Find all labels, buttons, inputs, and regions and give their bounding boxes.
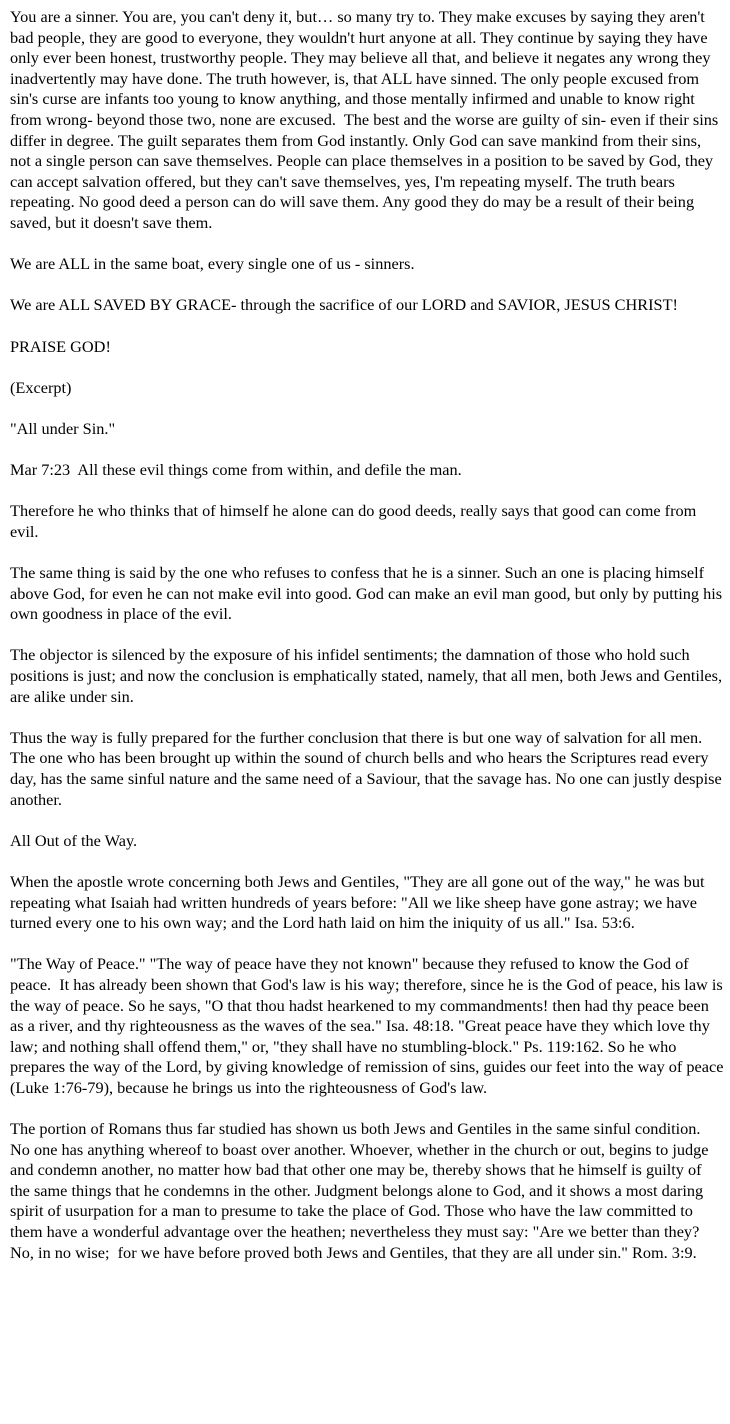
paragraph-one-way-of-salvation: Thus the way is fully prepared for the further conclusion that there is but one way of salvation for all men. The one who has been brought up within the sound of church bells and who hears the Scriptures read every day, has the same sinful nature and the same need of a Saviour, that the savage has. No one can justly despise another. xyxy=(10,727,726,809)
paragraph-intro-sinner: You are a sinner. You are, you can't deny it, but… so many try to. They make excuses by saying they aren't bad people, they are good to everyone, they wouldn't hurt anyone at all. They continue by saying they have only ever been honest, trustworthy people. They may believe all that, and believe it negates any wrong they inadvertently may have done. The truth however, is, that ALL have sinned. The only people excused from sin's curse are infants too young to know anything, and those mentally infirmed and unable to know right from wrong- beyond those two, none are excused. The best and the worse are guilty of sin- even if their sins differ in degree. The guilt separates them from God instantly. Only God can save mankind from their sins, not a single person can save themselves. People can place themselves in a position to be saved by God, they can accept salvation offered, but they can't save themselves, yes, I'm repeating myself. The truth bears repeating. No good deed a person can do will save them. Any good they do may be a result of their being saved, but it doesn't save them. xyxy=(10,7,723,232)
paragraph-objector-silenced: The objector is silenced by the exposure of his infidel sentiments; the damnation of those who hold such positions is just; and now the conclusion is emphatically stated, namely, that all men, both Jews and Gentiles, are alike under sin. xyxy=(10,645,727,706)
paragraph-good-from-evil: Therefore he who thinks that of himself he alone can do good deeds, really says that good can come from evil. xyxy=(10,501,701,541)
paragraph-refuses-to-confess: The same thing is said by the one who refuses to confess that he is a sinner. Such an one is placing himself above God, for even he can not make evil into good. God can make an evil man good, but only by putting his own goodness in place of the evil. xyxy=(10,563,727,624)
heading-all-out-of-the-way: All Out of the Way. xyxy=(10,830,138,850)
paragraph-same-boat: We are ALL in the same boat, every single one of us - sinners. xyxy=(10,254,415,274)
paragraph-mark-verse: Mar 7:23 All these evil things come from within, and defile the man. xyxy=(10,460,462,480)
paragraph-romans-conclusion: The portion of Romans thus far studied has shown us both Jews and Gentiles in the same sinful condition. No one has anything whereof to boast over another. Whoever, whether in the church or out, begins to judge and condemn another, no matter how bad that other one may be, thereby shows that he himself is guilty of the same things that he condemns in the other. Judgment belongs alone to God, and it shows a most daring spirit of usurpation for a man to presume to take the place of God. Those who have the law committed to them have a wonderful advantage over the heathen; nevertheless they must say: "Are we better than they? No, in no wise; for we have before proved both Jews and Gentiles, that they are all under sin." Rom. 3:9. xyxy=(10,1119,713,1262)
paragraph-saved-by-grace: We are ALL SAVED BY GRACE- through the sacrifice of our LORD and SAVIOR, JESUS CHRIST! xyxy=(10,295,678,315)
paragraph-excerpt-label: (Excerpt) xyxy=(10,377,72,397)
paragraph-way-of-peace: "The Way of Peace." "The way of peace have they not known" because they refused to know the God of peace. It has already been shown that God's law is his way; therefore, since he is the God of peace, his law is the way of peace. So he says, "O that thou hadst hearkened to my commandments! then had thy peace been as a river, and thy righteousness as the waves of the sea." Isa. 48:18. "Great peace have they which love thy law; and nothing shall offend them," or, "they shall have no stumbling-block." Ps. 119:162. So he who prepares the way of the Lord, by giving knowledge of remission of sins, guides our feet into the way of peace (Luke 1:76-79), because he brings us into the righteousness of God's law. xyxy=(10,954,728,1097)
paragraph-apostle-isaiah: When the apostle wrote concerning both Jews and Gentiles, "They are all gone out of the way," he was but repeating what Isaiah had written hundreds of years before: "All we like sheep have gone astray; we have turned every one to his own way; and the Lord hath laid on him the iniquity of us all." Isa. 53:6. xyxy=(10,871,709,933)
heading-all-under-sin: "All under Sin." xyxy=(10,418,116,438)
paragraph-praise-god: PRAISE GOD! xyxy=(10,336,111,356)
